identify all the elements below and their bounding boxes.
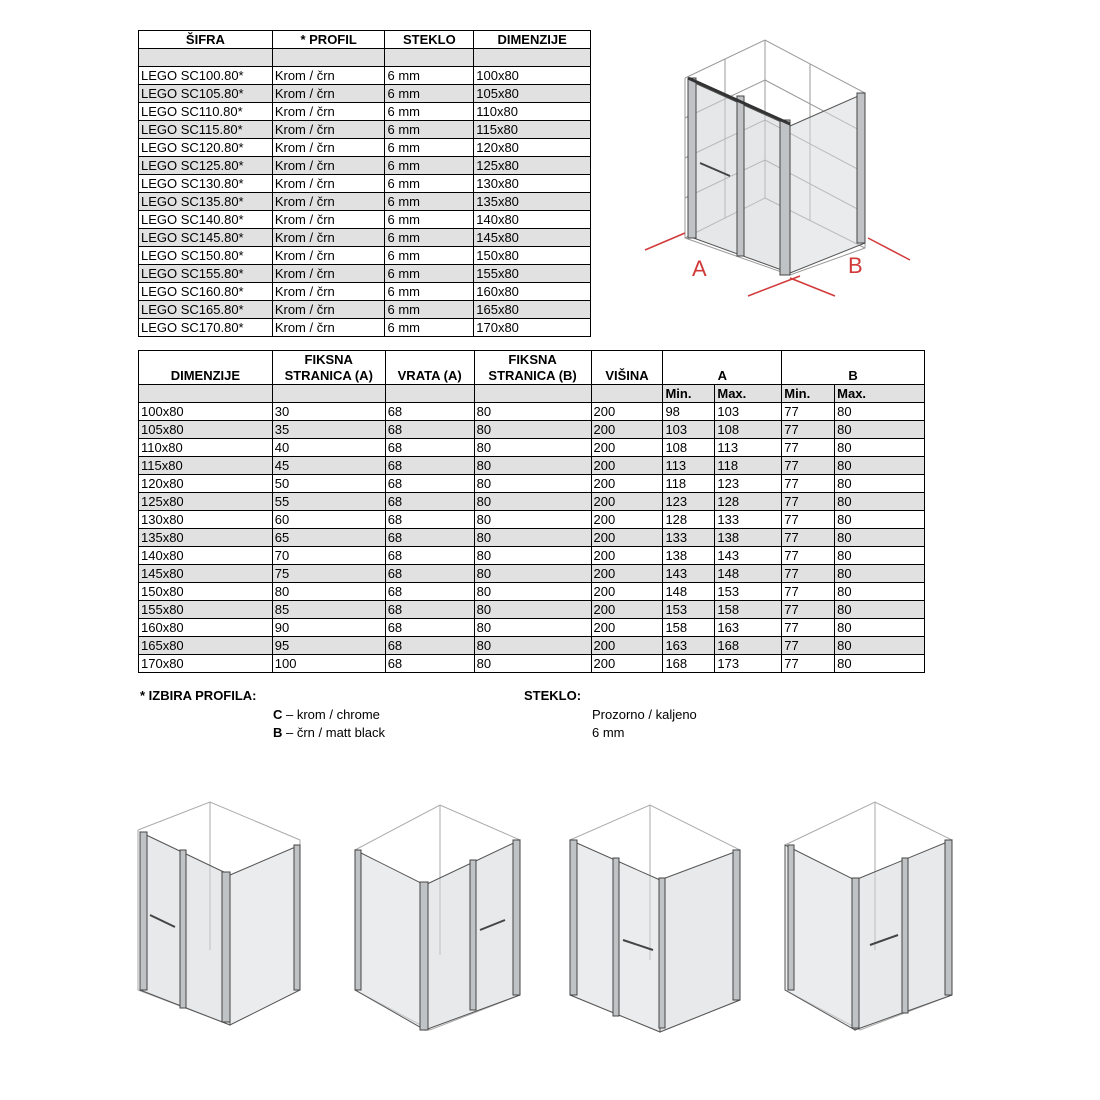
- header-a-min: Min.: [663, 385, 715, 403]
- table-cell: 80: [474, 493, 591, 511]
- table-row: [139, 403, 925, 421]
- header-a-max: Max.: [715, 385, 782, 403]
- table-cell: 155x80: [474, 265, 591, 283]
- table-cell: 6 mm: [385, 157, 474, 175]
- table-row: [139, 139, 591, 157]
- table-cell: 80: [835, 493, 925, 511]
- table-cell: 68: [385, 637, 474, 655]
- table-row: [139, 601, 925, 619]
- table-cell: 80: [474, 529, 591, 547]
- table-cell: 70: [272, 547, 385, 565]
- table-cell: 168: [715, 637, 782, 655]
- header-sifra: ŠIFRA: [139, 31, 273, 49]
- table-cell: 108: [715, 421, 782, 439]
- table-cell: LEGO SC115.80*: [139, 121, 273, 139]
- label-a: A: [692, 256, 707, 281]
- table-cell: 200: [591, 529, 663, 547]
- dims-header-row: [139, 351, 925, 385]
- table-cell: 90: [272, 619, 385, 637]
- table-cell: 77: [782, 583, 835, 601]
- table-cell: 68: [385, 619, 474, 637]
- table-cell: 68: [385, 457, 474, 475]
- table-cell: 77: [782, 529, 835, 547]
- table-row: [139, 247, 591, 265]
- table-cell: 138: [715, 529, 782, 547]
- variant-diagram-3: [565, 800, 745, 1035]
- table-cell: 68: [385, 439, 474, 457]
- table-cell: 80: [835, 565, 925, 583]
- table-cell: 115x80: [474, 121, 591, 139]
- table-row: [139, 637, 925, 655]
- table-cell: Krom / črn: [272, 283, 385, 301]
- table-row: [139, 211, 591, 229]
- table-cell: 163: [663, 637, 715, 655]
- table-cell: 200: [591, 583, 663, 601]
- table-cell: 170x80: [474, 319, 591, 337]
- table-cell: 6 mm: [385, 247, 474, 265]
- table-cell: 123: [715, 475, 782, 493]
- table-cell: 80: [835, 601, 925, 619]
- table-row: [139, 583, 925, 601]
- table-cell: 128: [715, 493, 782, 511]
- table-row: [139, 565, 925, 583]
- table-cell: 6 mm: [385, 229, 474, 247]
- table-cell: 40: [272, 439, 385, 457]
- variant-diagram-1: [130, 800, 310, 1030]
- table-cell: 200: [591, 457, 663, 475]
- table-cell: 118: [663, 475, 715, 493]
- table-cell: 65: [272, 529, 385, 547]
- table-cell: 80: [835, 583, 925, 601]
- variant-diagram-2: [350, 800, 525, 1035]
- table-cell: 95: [272, 637, 385, 655]
- table-cell: 135x80: [139, 529, 273, 547]
- table-row: [139, 619, 925, 637]
- table-cell: 130x80: [474, 175, 591, 193]
- table-cell: 100x80: [474, 67, 591, 85]
- table-cell: 80: [474, 547, 591, 565]
- table-cell: 143: [715, 547, 782, 565]
- table-row: [139, 103, 591, 121]
- table-cell: LEGO SC100.80*: [139, 67, 273, 85]
- table-cell: 80: [474, 601, 591, 619]
- header-vrata: VRATA (A): [385, 351, 474, 385]
- table-cell: 143: [663, 565, 715, 583]
- table-cell: 80: [272, 583, 385, 601]
- table-cell: 77: [782, 619, 835, 637]
- table-cell: 200: [591, 601, 663, 619]
- table-cell: 200: [591, 565, 663, 583]
- table-row: [139, 121, 591, 139]
- table-cell: 80: [474, 439, 591, 457]
- glass-type: Prozorno / kaljeno: [592, 707, 697, 722]
- codes-header-row: [139, 31, 591, 49]
- table-cell: 80: [835, 439, 925, 457]
- header-profil: * PROFIL: [272, 31, 385, 49]
- table-cell: Krom / črn: [272, 67, 385, 85]
- table-cell: 80: [474, 475, 591, 493]
- table-cell: 45: [272, 457, 385, 475]
- table-row: [139, 283, 591, 301]
- table-cell: 68: [385, 403, 474, 421]
- label-b: B: [848, 253, 863, 278]
- table-row: [139, 421, 925, 439]
- table-cell: Krom / črn: [272, 301, 385, 319]
- table-cell: 200: [591, 403, 663, 421]
- table-cell: LEGO SC110.80*: [139, 103, 273, 121]
- table-cell: 200: [591, 547, 663, 565]
- table-cell: 158: [663, 619, 715, 637]
- table-cell: 80: [835, 421, 925, 439]
- table-cell: 77: [782, 511, 835, 529]
- table-cell: 125x80: [474, 157, 591, 175]
- table-cell: 80: [474, 583, 591, 601]
- table-cell: 163: [715, 619, 782, 637]
- table-cell: 100: [272, 655, 385, 673]
- table-cell: 77: [782, 601, 835, 619]
- table-cell: 68: [385, 475, 474, 493]
- table-cell: 105x80: [139, 421, 273, 439]
- table-cell: 80: [474, 403, 591, 421]
- codes-table-body: [139, 49, 591, 337]
- table-cell: 153: [663, 601, 715, 619]
- table-cell: 170x80: [139, 655, 273, 673]
- header-b: B: [782, 351, 925, 385]
- table-cell: 77: [782, 403, 835, 421]
- table-cell: 115x80: [139, 457, 273, 475]
- table-cell: 6 mm: [385, 283, 474, 301]
- table-cell: 80: [835, 511, 925, 529]
- table-cell: 118: [715, 457, 782, 475]
- table-cell: 85: [272, 601, 385, 619]
- table-cell: 113: [663, 457, 715, 475]
- profile-title: * IZBIRA PROFILA:: [140, 688, 257, 703]
- header-b-min: Min.: [782, 385, 835, 403]
- table-cell: 80: [474, 655, 591, 673]
- table-cell: 60: [272, 511, 385, 529]
- table-cell: 68: [385, 565, 474, 583]
- table-cell: 165x80: [474, 301, 591, 319]
- table-cell: 200: [591, 637, 663, 655]
- table-cell: 55: [272, 493, 385, 511]
- table-cell: 105x80: [474, 85, 591, 103]
- table-cell: Krom / črn: [272, 211, 385, 229]
- table-cell: 80: [835, 529, 925, 547]
- table-cell: 68: [385, 529, 474, 547]
- table-cell: 200: [591, 475, 663, 493]
- table-cell: LEGO SC130.80*: [139, 175, 273, 193]
- table-cell: 103: [663, 421, 715, 439]
- table-cell: 108: [663, 439, 715, 457]
- table-cell: 6 mm: [385, 121, 474, 139]
- table-cell: 77: [782, 637, 835, 655]
- table-cell: 153: [715, 583, 782, 601]
- table-cell: 77: [782, 421, 835, 439]
- variant-diagram-4: [780, 800, 960, 1035]
- table-row: [139, 457, 925, 475]
- profile-option-c: C – krom / chrome: [273, 707, 380, 722]
- table-row: [139, 229, 591, 247]
- table-cell: 145x80: [139, 565, 273, 583]
- table-cell: 140x80: [474, 211, 591, 229]
- table-cell: 77: [782, 439, 835, 457]
- table-cell: 200: [591, 493, 663, 511]
- codes-table: [138, 30, 591, 337]
- table-cell: 80: [474, 421, 591, 439]
- table-row: [139, 547, 925, 565]
- dims-subheader-row: [139, 385, 925, 403]
- table-cell: Krom / črn: [272, 175, 385, 193]
- table-cell: 77: [782, 655, 835, 673]
- table-cell: 200: [591, 421, 663, 439]
- table-cell: 30: [272, 403, 385, 421]
- table-cell: 68: [385, 493, 474, 511]
- table-row: [139, 85, 591, 103]
- table-cell: 158: [715, 601, 782, 619]
- table-cell: LEGO SC140.80*: [139, 211, 273, 229]
- table-cell: 125x80: [139, 493, 273, 511]
- table-cell: 200: [591, 439, 663, 457]
- table-cell: 75: [272, 565, 385, 583]
- table-cell: 123: [663, 493, 715, 511]
- table-row: [139, 265, 591, 283]
- table-cell: LEGO SC145.80*: [139, 229, 273, 247]
- table-cell: 80: [474, 511, 591, 529]
- table-cell: 68: [385, 421, 474, 439]
- table-cell: 140x80: [139, 547, 273, 565]
- table-row: [139, 67, 591, 85]
- glass-panels: [688, 78, 865, 275]
- table-cell: 98: [663, 403, 715, 421]
- table-cell: 80: [474, 637, 591, 655]
- table-cell: 6 mm: [385, 211, 474, 229]
- table-cell: 200: [591, 655, 663, 673]
- table-cell: 6 mm: [385, 139, 474, 157]
- glass-thickness: 6 mm: [592, 725, 625, 740]
- table-row: [139, 475, 925, 493]
- table-cell: 155x80: [139, 601, 273, 619]
- table-cell: 160x80: [474, 283, 591, 301]
- blank-row: [139, 49, 591, 67]
- table-cell: 6 mm: [385, 103, 474, 121]
- header-dimenzije: DIMENZIJE: [474, 31, 591, 49]
- table-cell: 80: [835, 637, 925, 655]
- table-cell: 145x80: [474, 229, 591, 247]
- table-cell: 113: [715, 439, 782, 457]
- table-cell: 77: [782, 547, 835, 565]
- table-cell: Krom / črn: [272, 319, 385, 337]
- table-cell: 80: [835, 655, 925, 673]
- header-fiksna-b: FIKSNA STRANICA (B): [474, 351, 591, 385]
- table-cell: 80: [835, 403, 925, 421]
- table-cell: 80: [474, 565, 591, 583]
- table-cell: 100x80: [139, 403, 273, 421]
- table-cell: 110x80: [474, 103, 591, 121]
- table-row: [139, 493, 925, 511]
- table-row: [139, 301, 591, 319]
- table-cell: 68: [385, 583, 474, 601]
- table-cell: 80: [835, 457, 925, 475]
- table-cell: 128: [663, 511, 715, 529]
- table-cell: 200: [591, 511, 663, 529]
- table-cell: 80: [474, 457, 591, 475]
- table-cell: 68: [385, 601, 474, 619]
- table-cell: 148: [715, 565, 782, 583]
- table-cell: 80: [835, 475, 925, 493]
- table-cell: 133: [715, 511, 782, 529]
- table-cell: 77: [782, 457, 835, 475]
- table-cell: 6 mm: [385, 265, 474, 283]
- table-cell: 150x80: [474, 247, 591, 265]
- table-cell: 6 mm: [385, 319, 474, 337]
- header-fiksna-a: FIKSNA STRANICA (A): [272, 351, 385, 385]
- table-cell: Krom / črn: [272, 193, 385, 211]
- table-cell: 103: [715, 403, 782, 421]
- header-steklo: STEKLO: [385, 31, 474, 49]
- table-cell: Krom / črn: [272, 229, 385, 247]
- table-row: [139, 439, 925, 457]
- glass-title: STEKLO:: [524, 688, 582, 703]
- table-cell: 120x80: [474, 139, 591, 157]
- table-cell: Krom / črn: [272, 103, 385, 121]
- table-cell: LEGO SC170.80*: [139, 319, 273, 337]
- table-row: [139, 655, 925, 673]
- table-cell: 68: [385, 547, 474, 565]
- table-row: [139, 319, 591, 337]
- table-row: [139, 175, 591, 193]
- header-dimenzije: DIMENZIJE: [139, 351, 273, 385]
- table-cell: 35: [272, 421, 385, 439]
- header-a: A: [663, 351, 782, 385]
- table-cell: 165x80: [139, 637, 273, 655]
- table-cell: 80: [835, 547, 925, 565]
- table-cell: 173: [715, 655, 782, 673]
- table-cell: 148: [663, 583, 715, 601]
- table-row: [139, 511, 925, 529]
- table-cell: 6 mm: [385, 301, 474, 319]
- table-cell: 77: [782, 475, 835, 493]
- table-cell: 6 mm: [385, 193, 474, 211]
- table-row: [139, 157, 591, 175]
- table-cell: 120x80: [139, 475, 273, 493]
- table-cell: Krom / črn: [272, 139, 385, 157]
- table-cell: LEGO SC120.80*: [139, 139, 273, 157]
- dimensions-table: [138, 350, 925, 673]
- table-cell: Krom / črn: [272, 85, 385, 103]
- table-cell: LEGO SC165.80*: [139, 301, 273, 319]
- table-row: [139, 193, 591, 211]
- table-cell: 160x80: [139, 619, 273, 637]
- table-cell: 133: [663, 529, 715, 547]
- shower-enclosure-diagram: [640, 38, 920, 300]
- table-cell: 68: [385, 511, 474, 529]
- table-row: [139, 529, 925, 547]
- table-cell: LEGO SC160.80*: [139, 283, 273, 301]
- table-cell: LEGO SC105.80*: [139, 85, 273, 103]
- table-cell: LEGO SC135.80*: [139, 193, 273, 211]
- table-cell: Krom / črn: [272, 157, 385, 175]
- table-cell: 80: [835, 619, 925, 637]
- table-cell: LEGO SC125.80*: [139, 157, 273, 175]
- profile-option-b: B – črn / matt black: [273, 725, 385, 740]
- table-cell: Krom / črn: [272, 247, 385, 265]
- table-cell: 80: [474, 619, 591, 637]
- table-cell: 77: [782, 565, 835, 583]
- table-cell: 135x80: [474, 193, 591, 211]
- table-cell: 50: [272, 475, 385, 493]
- table-cell: 200: [591, 619, 663, 637]
- table-cell: 6 mm: [385, 85, 474, 103]
- header-b-max: Max.: [835, 385, 925, 403]
- table-cell: 77: [782, 493, 835, 511]
- table-cell: Krom / črn: [272, 121, 385, 139]
- table-cell: LEGO SC155.80*: [139, 265, 273, 283]
- header-visina: VIŠINA: [591, 351, 663, 385]
- table-cell: 138: [663, 547, 715, 565]
- table-cell: 130x80: [139, 511, 273, 529]
- dimensions-table-body: [139, 403, 925, 673]
- table-cell: Krom / črn: [272, 265, 385, 283]
- table-cell: 150x80: [139, 583, 273, 601]
- table-cell: 68: [385, 655, 474, 673]
- table-cell: 110x80: [139, 439, 273, 457]
- table-cell: LEGO SC150.80*: [139, 247, 273, 265]
- table-cell: 6 mm: [385, 175, 474, 193]
- table-cell: 6 mm: [385, 67, 474, 85]
- table-cell: 168: [663, 655, 715, 673]
